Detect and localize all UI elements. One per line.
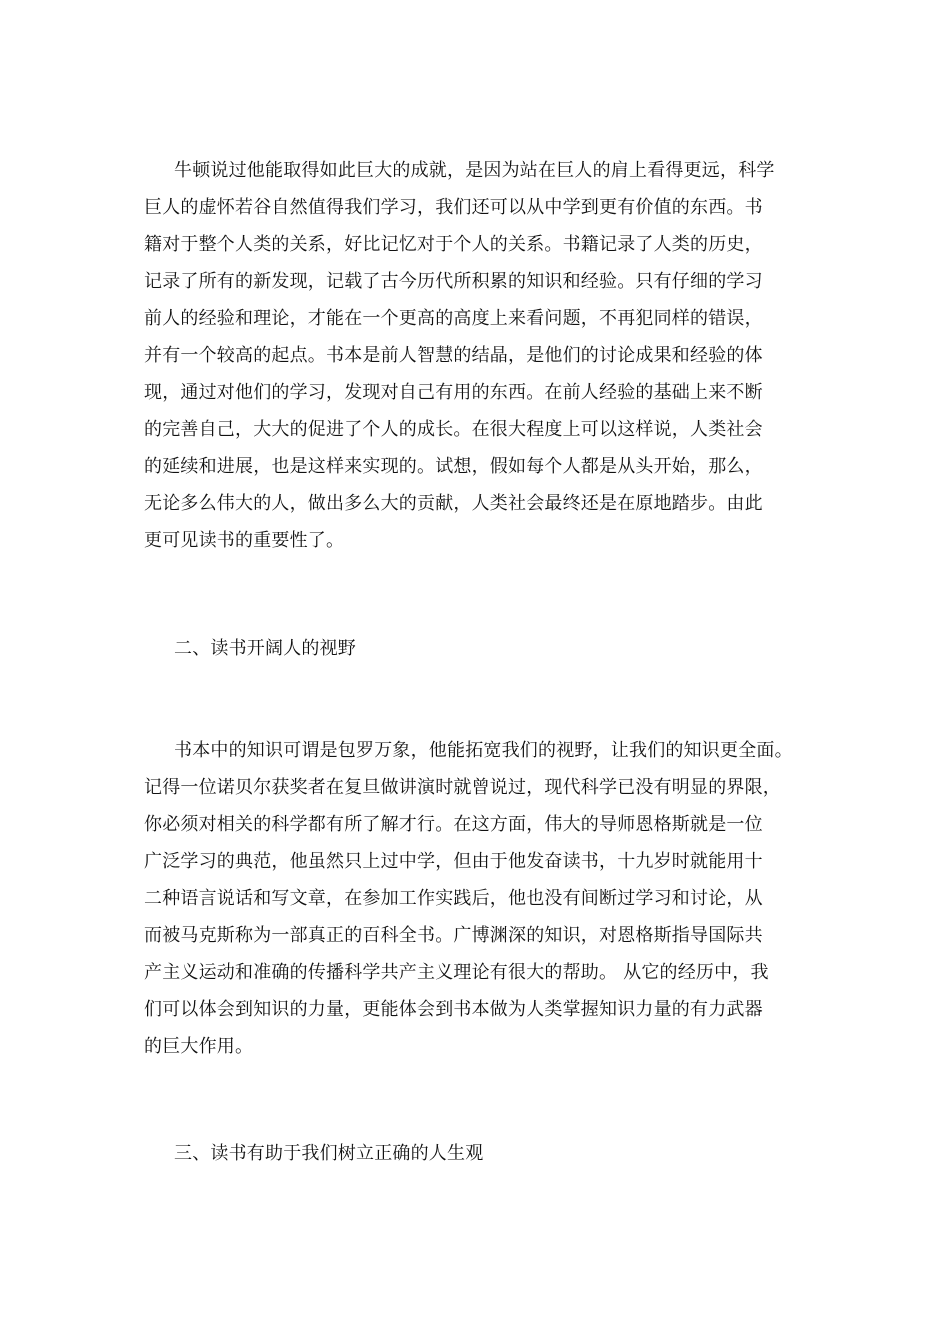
text-line: 牛顿说过他能取得如此巨大的成就，是因为站在巨人的肩上看得更远，科学 — [174, 160, 775, 181]
text-line: 记录了所有的新发现，记载了古今历代所积累的知识和经验。只有仔细的学习 — [144, 271, 763, 292]
text-line: 广泛学习的典范，他虽然只上过中学，但由于他发奋读书，十九岁时就能用十 — [144, 851, 763, 872]
paragraph-newton — [144, 152, 814, 559]
text-line: 的完善自己，大大的促进了个人的成长。在很大程度上可以这样说，人类社会 — [144, 419, 763, 440]
text-line: 书本中的知识可谓是包罗万象，他能拓宽我们的视野，让我们的知识更全面。 — [174, 740, 793, 761]
text-line: 记得一位诺贝尔获奖者在复旦做讲演时就曾说过，现代科学已没有明显的界限， — [144, 777, 781, 798]
paragraph-knowledge — [144, 732, 814, 1065]
text-line: 你必须对相关的科学都有所了解才行。在这方面，伟大的导师恩格斯就是一位 — [144, 814, 763, 835]
text-line: 而被马克斯称为一部真正的百科全书。广博渊深的知识，对恩格斯指导国际共 — [144, 925, 763, 946]
text-line: 的延续和进展，也是这样来实现的。试想，假如每个人都是从头开始，那么， — [144, 456, 763, 477]
text-line: 现，通过对他们的学习，发现对自己有用的东西。在前人经验的基础上来不断 — [144, 382, 763, 403]
text-line: 并有一个较高的起点。书本是前人智慧的结晶，是他们的讨论成果和经验的体 — [144, 345, 763, 366]
text-line: 们可以体会到知识的力量，更能体会到书本做为人类掌握知识力量的有力武器 — [144, 999, 763, 1020]
text-line: 二种语言说话和写文章，在参加工作实践后，他也没有间断过学习和讨论，从 — [144, 888, 763, 909]
text-line: 前人的经验和理论，才能在一个更高的高度上来看问题，不再犯同样的错误， — [144, 308, 763, 329]
section-heading-2: 二、读书开阔人的视野 — [174, 638, 356, 659]
text-line: 巨人的虚怀若谷自然值得我们学习，我们还可以从中学到更有价值的东西。书 — [144, 197, 763, 218]
text-line: 的巨大作用。 — [144, 1036, 254, 1057]
text-line: 产主义运动和准确的传播科学共产主义理论有很大的帮助。 从它的经历中，我 — [144, 962, 769, 983]
text-line: 无论多么伟大的人，做出多么大的贡献，人类社会最终还是在原地踏步。由此 — [144, 493, 763, 514]
text-line: 更可见读书的重要性了。 — [144, 530, 345, 551]
text-line: 籍对于整个人类的关系，好比记忆对于个人的关系。书籍记录了人类的历史， — [144, 234, 763, 255]
section-heading-3: 三、读书有助于我们树立正确的人生观 — [174, 1143, 484, 1164]
